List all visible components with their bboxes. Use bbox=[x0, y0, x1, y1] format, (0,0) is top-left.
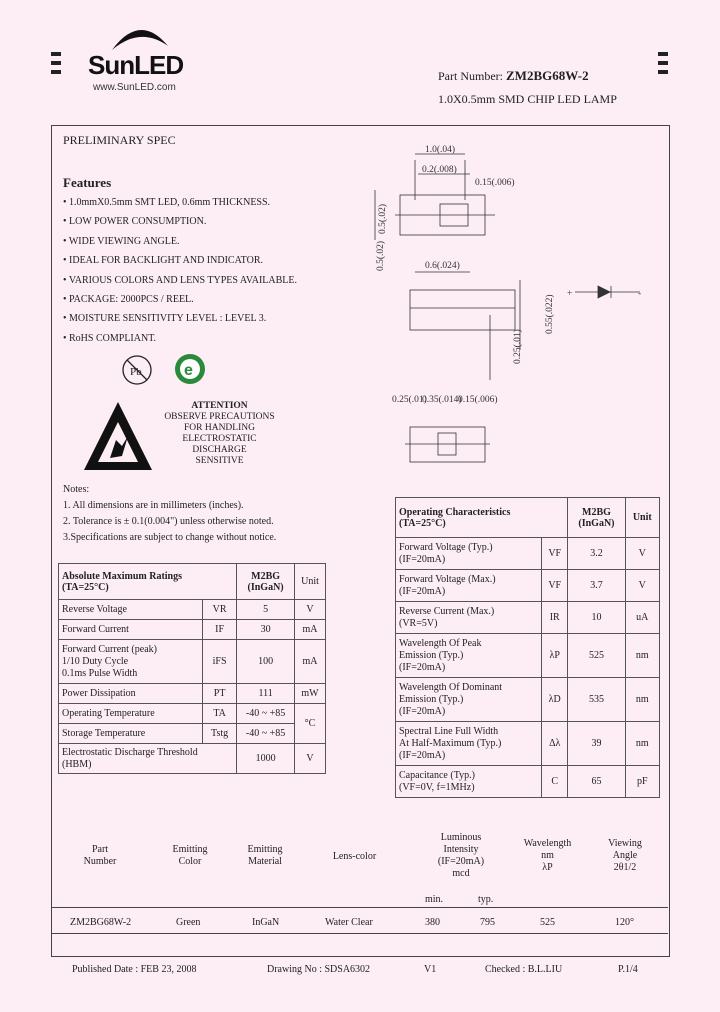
row-name bbox=[396, 766, 542, 798]
op-char-cond: (TA=25°C) bbox=[399, 517, 446, 529]
sel-row-typ: 795 bbox=[480, 917, 495, 928]
row-name bbox=[59, 744, 237, 774]
op-char-part: M2BG bbox=[582, 506, 611, 518]
part-number-label: Part Number: bbox=[438, 69, 503, 83]
row-name: Storage Temperature bbox=[59, 724, 203, 744]
row-unit: pF bbox=[625, 766, 659, 798]
divider bbox=[52, 933, 668, 934]
sel-header-line: (IF=20mA) bbox=[437, 856, 485, 867]
registration-mark bbox=[51, 52, 61, 56]
preliminary-label: PRELIMINARY SPEC bbox=[63, 133, 176, 147]
notes-title: Notes: bbox=[63, 484, 90, 495]
row-name bbox=[59, 640, 203, 684]
feature-item: • RoHS COMPLIANT. bbox=[63, 329, 297, 348]
sel-header-line: λP bbox=[542, 862, 553, 873]
row-unit: V bbox=[625, 538, 659, 570]
row-name bbox=[396, 634, 542, 678]
row-unit: mA bbox=[295, 620, 326, 640]
row-name bbox=[396, 678, 542, 722]
dim-top-b: 0.2(.008) bbox=[422, 165, 457, 175]
sel-row-min: 380 bbox=[425, 917, 440, 928]
table-row bbox=[59, 620, 326, 640]
dim-side-c: 0.25(.01) bbox=[513, 329, 523, 364]
row-val: 525 bbox=[568, 634, 625, 678]
feature-item: • IDEAL FOR BACKLIGHT AND INDICATOR. bbox=[63, 251, 297, 270]
row-val: 39 bbox=[568, 722, 625, 766]
dim-top-a: 1.0(.04) bbox=[425, 145, 456, 155]
row-name-line: Emission (Typ.) bbox=[399, 693, 464, 705]
abs-max-part-header bbox=[237, 564, 295, 600]
row-name-line: At Half-Maximum (Typ.) bbox=[399, 737, 502, 749]
row-name-line: (IF=20mA) bbox=[399, 553, 446, 565]
op-char-title: Operating Characteristics bbox=[399, 506, 511, 518]
table-row bbox=[396, 722, 660, 766]
sel-header-angle bbox=[595, 838, 655, 874]
table-row bbox=[59, 600, 326, 620]
footer-checked: Checked : B.L.LIU bbox=[485, 964, 563, 975]
pb-free-icon bbox=[120, 353, 154, 387]
table-row bbox=[396, 678, 660, 722]
e-text: e bbox=[184, 362, 193, 379]
row-name-line: Electrostatic Discharge Threshold bbox=[62, 746, 198, 758]
sel-header-line: Color bbox=[178, 856, 202, 867]
registration-mark bbox=[658, 70, 668, 74]
row-sym: IR bbox=[542, 602, 568, 634]
row-sym: VR bbox=[203, 600, 237, 620]
op-char-title-cell bbox=[396, 498, 568, 538]
esd-warning-icon bbox=[82, 400, 154, 472]
logo-text: SunLED bbox=[88, 50, 184, 80]
dim-bottom-a: 0.25(.01) bbox=[392, 395, 427, 405]
dim-top-e: 0.5(.02) bbox=[376, 240, 386, 271]
feature-item: • 1.0mmX0.5mm SMT LED, 0.6mm THICKNESS. bbox=[63, 193, 297, 212]
row-name: Power Dissipation bbox=[59, 684, 203, 704]
sel-header-min: min. bbox=[425, 894, 444, 905]
dim-bottom-c: 0.15(.006) bbox=[458, 395, 498, 405]
sel-row-wavelength: 525 bbox=[540, 917, 555, 928]
abs-max-unit-header: Unit bbox=[295, 564, 326, 600]
attention-block bbox=[162, 401, 277, 467]
diode-cathode: - bbox=[638, 289, 642, 299]
dimension-drawing bbox=[370, 140, 660, 480]
sel-row-part: ZM2BG68W-2 bbox=[70, 917, 132, 928]
abs-max-title: Absolute Maximum Ratings bbox=[62, 570, 183, 582]
table-row bbox=[59, 724, 326, 744]
sel-header-line: Intensity bbox=[443, 844, 479, 855]
row-name bbox=[396, 602, 542, 634]
row-val: -40 ~ +85 bbox=[237, 704, 295, 724]
sel-header-wavelength bbox=[515, 838, 580, 874]
row-name-line: Wavelength Of Peak bbox=[399, 637, 482, 649]
op-char-table bbox=[395, 497, 660, 798]
product-subtitle: 1.0X0.5mm SMD CHIP LED LAMP bbox=[438, 92, 617, 106]
footer-drawing: Drawing No : SDSA6302 bbox=[267, 964, 371, 975]
row-name-line: Forward Voltage (Typ.) bbox=[399, 541, 493, 553]
registration-mark bbox=[51, 61, 61, 65]
row-sym: VF bbox=[542, 538, 568, 570]
sel-row-material: InGaN bbox=[252, 917, 280, 928]
row-unit: nm bbox=[625, 678, 659, 722]
sel-header-line: Luminous bbox=[440, 832, 482, 843]
divider bbox=[52, 907, 668, 908]
table-row bbox=[59, 744, 326, 774]
abs-max-cond: (TA=25°C) bbox=[62, 581, 109, 593]
abs-max-part: M2BG bbox=[251, 570, 281, 582]
row-name-line: Capacitance (Typ.) bbox=[399, 769, 475, 781]
table-row bbox=[396, 602, 660, 634]
row-unit: nm bbox=[625, 634, 659, 678]
feature-item: • LOW POWER CONSUMPTION. bbox=[63, 212, 297, 231]
row-unit: mW bbox=[295, 684, 326, 704]
row-sym: λP bbox=[542, 634, 568, 678]
table-row bbox=[59, 704, 326, 724]
table-row bbox=[396, 766, 660, 798]
row-sym: TA bbox=[203, 704, 237, 724]
attention-line: DISCHARGE bbox=[192, 445, 247, 455]
sel-header-line: Emitting bbox=[172, 844, 208, 855]
abs-max-title-cell bbox=[59, 564, 237, 600]
row-name-line: Forward Voltage (Max.) bbox=[399, 573, 496, 585]
row-sym: PT bbox=[203, 684, 237, 704]
row-val: 100 bbox=[237, 640, 295, 684]
row-unit: uA bbox=[625, 602, 659, 634]
row-name-line: Emission (Typ.) bbox=[399, 649, 464, 661]
row-sym: IF bbox=[203, 620, 237, 640]
dim-top-c: 0.15(.006) bbox=[475, 178, 515, 188]
sel-header-line: Wavelength bbox=[523, 838, 572, 849]
row-name-line: (VF=0V, f=1MHz) bbox=[399, 781, 475, 793]
row-name-line: Forward Current (peak) bbox=[62, 643, 157, 655]
sun-arc-icon bbox=[110, 22, 170, 52]
row-unit: V bbox=[625, 570, 659, 602]
row-val: -40 ~ +85 bbox=[237, 724, 295, 744]
sel-header-line: Viewing bbox=[608, 838, 642, 849]
dim-side-b: 0.55(.022) bbox=[545, 294, 555, 334]
row-unit: V bbox=[295, 600, 326, 620]
dim-side-a: 0.6(.024) bbox=[425, 261, 460, 271]
row-sym: VF bbox=[542, 570, 568, 602]
row-name: Forward Current bbox=[59, 620, 203, 640]
sel-header-material bbox=[235, 844, 295, 868]
row-val: 535 bbox=[568, 678, 625, 722]
row-name bbox=[396, 538, 542, 570]
row-name-line: Reverse Current (Max.) bbox=[399, 605, 495, 617]
note-item: 3.Specifications are subject to change without notice. bbox=[63, 532, 277, 543]
feature-item: • MOISTURE SENSITIVITY LEVEL : LEVEL 3. bbox=[63, 309, 297, 328]
table-row bbox=[59, 684, 326, 704]
row-name: Operating Temperature bbox=[59, 704, 203, 724]
sel-header-part bbox=[75, 844, 125, 868]
footer-published: Published Date : FEB 23, 2008 bbox=[72, 964, 197, 975]
note-item: 2. Tolerance is ± 0.1(0.004") unless otherwise noted. bbox=[63, 516, 274, 527]
row-val: 5 bbox=[237, 600, 295, 620]
row-val: 1000 bbox=[237, 744, 295, 774]
row-name: Reverse Voltage bbox=[59, 600, 203, 620]
sel-header-line: nm bbox=[541, 850, 554, 861]
row-name-line: 1/10 Duty Cycle bbox=[62, 655, 129, 667]
table-row bbox=[59, 640, 326, 684]
row-name-line: Spectral Line Full Width bbox=[399, 725, 499, 737]
attention-line: ELECTROSTATIC bbox=[182, 434, 257, 444]
row-val: 3.2 bbox=[568, 538, 625, 570]
sel-header-line: mcd bbox=[452, 868, 470, 879]
row-sym: C bbox=[542, 766, 568, 798]
feature-item: • WIDE VIEWING ANGLE. bbox=[63, 232, 297, 251]
sel-header-line: Number bbox=[83, 856, 117, 867]
row-sym: Tstg bbox=[203, 724, 237, 744]
sel-header-lens: Lens-color bbox=[332, 851, 377, 862]
registration-mark bbox=[658, 52, 668, 56]
row-name-line: (IF=20mA) bbox=[399, 585, 446, 597]
row-name bbox=[396, 722, 542, 766]
table-row bbox=[396, 538, 660, 570]
footer-page: P.1/4 bbox=[618, 964, 638, 975]
table-row bbox=[396, 570, 660, 602]
sel-header-color bbox=[160, 844, 220, 868]
rohs-e-icon bbox=[172, 351, 208, 387]
row-name-line: (HBM) bbox=[62, 758, 92, 770]
feature-item: • VARIOUS COLORS AND LENS TYPES AVAILABLE. bbox=[63, 271, 297, 290]
row-sym: iFS bbox=[203, 640, 237, 684]
op-char-unit-header: Unit bbox=[625, 498, 659, 538]
diode-anode: + bbox=[567, 289, 573, 299]
features-list bbox=[63, 193, 297, 348]
row-name-line: Wavelength Of Dominant bbox=[399, 681, 503, 693]
op-char-part-header bbox=[568, 498, 625, 538]
row-name-line: (IF=20mA) bbox=[399, 749, 446, 761]
abs-max-part-sub: (InGaN) bbox=[247, 581, 284, 593]
notes-block bbox=[63, 482, 276, 546]
table-row bbox=[396, 634, 660, 678]
sel-row-angle: 120° bbox=[615, 917, 634, 928]
row-sym: Δλ bbox=[542, 722, 568, 766]
feature-item: • PACKAGE: 2000PCS / REEL. bbox=[63, 290, 297, 309]
sel-header-line: 2θ1/2 bbox=[613, 862, 637, 873]
sel-header-line: Angle bbox=[612, 850, 638, 861]
row-name-line: (VR=5V) bbox=[399, 617, 438, 629]
pb-text: Pb bbox=[130, 366, 142, 378]
row-val: 111 bbox=[237, 684, 295, 704]
row-val: 65 bbox=[568, 766, 625, 798]
dim-left-a: 0.5(.02) bbox=[378, 203, 388, 234]
op-char-part-sub: (InGaN) bbox=[578, 517, 615, 529]
row-name-line: (IF=20mA) bbox=[399, 661, 446, 673]
row-name-line: (IF=20mA) bbox=[399, 705, 446, 717]
row-name-line: 0.1ms Pulse Width bbox=[62, 667, 138, 679]
sel-row-color: Green bbox=[176, 917, 201, 928]
note-item: 1. All dimensions are in millimeters (inches). bbox=[63, 500, 244, 511]
row-name bbox=[396, 570, 542, 602]
sel-header-intensity bbox=[430, 832, 492, 880]
sel-header-typ: typ. bbox=[478, 894, 494, 905]
part-number: ZM2BG68W-2 bbox=[506, 68, 589, 83]
attention-line: FOR HANDLING bbox=[184, 423, 255, 433]
registration-mark bbox=[658, 61, 668, 65]
footer-version: V1 bbox=[424, 964, 437, 975]
company-url: www.SunLED.com bbox=[93, 82, 176, 93]
sel-row-lens: Water Clear bbox=[325, 917, 373, 928]
dim-bottom-b: 0.35(.014) bbox=[422, 395, 462, 405]
abs-max-table bbox=[58, 563, 326, 774]
sel-header-line: Emitting bbox=[247, 844, 283, 855]
row-unit: V bbox=[295, 744, 326, 774]
row-unit: °C bbox=[295, 704, 326, 744]
row-unit: mA bbox=[295, 640, 326, 684]
registration-mark bbox=[51, 70, 61, 74]
attention-line: OBSERVE PRECAUTIONS bbox=[164, 412, 275, 422]
sel-header-line: Material bbox=[248, 856, 282, 867]
row-val: 3.7 bbox=[568, 570, 625, 602]
features-title: Features bbox=[63, 175, 112, 190]
part-number-header bbox=[438, 68, 589, 84]
row-val: 10 bbox=[568, 602, 625, 634]
attention-line: SENSITIVE bbox=[195, 456, 244, 466]
row-unit: nm bbox=[625, 722, 659, 766]
sel-header-line: Part bbox=[91, 844, 109, 855]
row-sym: λD bbox=[542, 678, 568, 722]
attention-line: ATTENTION bbox=[191, 401, 248, 411]
row-val: 30 bbox=[237, 620, 295, 640]
